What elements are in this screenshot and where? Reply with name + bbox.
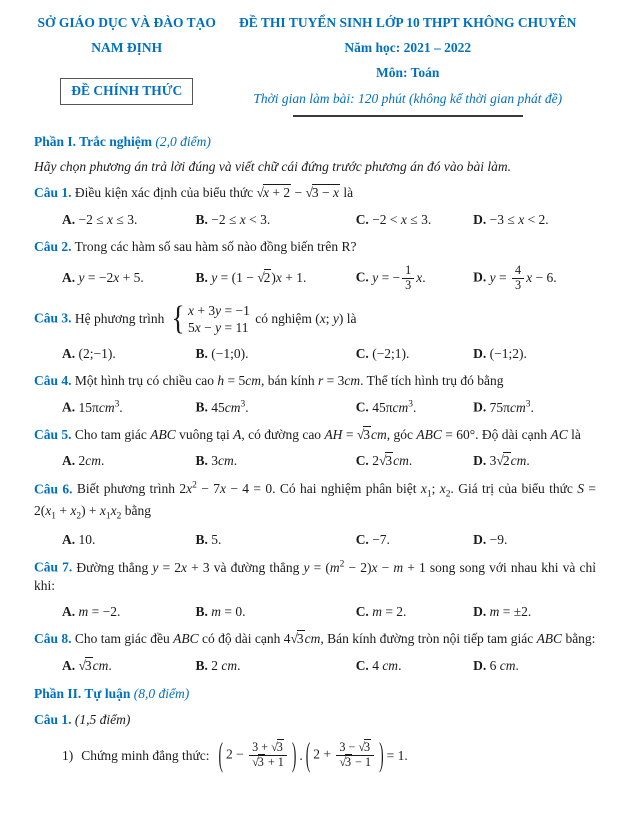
option-letter: B. bbox=[195, 270, 208, 286]
header-divider bbox=[293, 115, 523, 117]
question-7-option-d bbox=[473, 603, 596, 621]
question-8-option-b bbox=[196, 657, 356, 675]
option-value: (−1;2). bbox=[489, 346, 527, 361]
option-value: y = $\frac{4}{3}$ x − 6. bbox=[489, 262, 557, 292]
option-value: 2√3cm. bbox=[372, 453, 413, 469]
question-1-option-a bbox=[62, 211, 196, 229]
question-7-option-b bbox=[196, 603, 356, 621]
question-2-option-a bbox=[62, 269, 196, 287]
part2-question-1-label: Câu 1. bbox=[34, 712, 72, 727]
option-value: (2;−1). bbox=[78, 346, 116, 361]
question-2-option-b bbox=[196, 269, 356, 287]
option-letter: C. bbox=[355, 269, 369, 285]
option-value: −7. bbox=[372, 531, 390, 547]
option-value: (−2;1). bbox=[372, 346, 410, 361]
part2-question-1-item-1 bbox=[62, 731, 596, 780]
question-8-option-d bbox=[473, 657, 596, 675]
question-8 bbox=[34, 630, 596, 674]
option-letter: A. bbox=[62, 346, 76, 361]
question-3-text: Hệ phương trình { x + 3y = −1 5x − y = 11 có nghiệm (x; y) là bbox=[74, 300, 357, 337]
option-letter: D. bbox=[473, 604, 487, 620]
department-line2: NAM ĐỊNH bbox=[91, 40, 163, 56]
item-text: Chứng minh đẳng thức: bbox=[81, 747, 210, 763]
question-2-options bbox=[62, 264, 596, 293]
question-4 bbox=[34, 372, 596, 417]
option-value: −9. bbox=[489, 531, 508, 547]
option-value: 3cm. bbox=[211, 453, 238, 469]
part1-points: (2,0 điểm) bbox=[155, 133, 211, 149]
part2-question-1-points: (1,5 điểm) bbox=[74, 712, 131, 727]
official-exam-box bbox=[60, 78, 193, 104]
item-number: 1) bbox=[62, 747, 74, 763]
question-4-option-d bbox=[473, 398, 596, 417]
question-6 bbox=[34, 480, 596, 550]
question-3-option-d bbox=[473, 345, 596, 363]
part2-question-1-head bbox=[34, 711, 596, 729]
part1-heading bbox=[34, 133, 596, 151]
question-1-options bbox=[62, 211, 596, 229]
part1-instruction: Hãy chọn phương án trả lời đúng và viết chữ cái đứng trước phương án đó vào bài làm. bbox=[34, 159, 511, 175]
question-6-label: Câu 6. bbox=[34, 481, 73, 497]
option-letter: C. bbox=[355, 399, 369, 415]
question-1 bbox=[34, 184, 596, 228]
option-letter: A. bbox=[62, 211, 76, 227]
option-value: m = 2. bbox=[372, 604, 407, 620]
question-6-option-d bbox=[473, 531, 596, 549]
question-7-label: Câu 7. bbox=[34, 559, 73, 575]
question-4-option-a bbox=[62, 398, 196, 417]
duration: Thời gian làm bài: 120 phút (không kể thời gian phát đề) bbox=[253, 90, 563, 106]
question-1-option-c bbox=[356, 211, 473, 229]
question-7-text: Đường thẳng y = 2x + 3 và đường thẳng $y = (m^2 - 2)x - m + 1$ song song với nhau khi và chỉ khi: bbox=[34, 559, 597, 593]
option-letter: C. bbox=[355, 346, 369, 361]
part2-title: Phần II. Tự luận bbox=[34, 685, 131, 701]
question-4-options bbox=[62, 398, 596, 417]
question-2-label: Câu 2. bbox=[34, 238, 72, 254]
question-6-option-b bbox=[196, 531, 356, 549]
question-7-option-a bbox=[62, 603, 196, 621]
question-7-options bbox=[62, 603, 596, 621]
item-math-identity: ( 2 − $\frac{3 + √3}{√3 + 1}$ ) . ( 2 + $\frac{3 - √3}{√3 - 1}$ ) = 1. bbox=[218, 734, 408, 773]
question-4-label: Câu 4. bbox=[34, 373, 72, 389]
question-6-option-a bbox=[62, 531, 196, 549]
part1-title: Phần I. Trắc nghiệm bbox=[34, 133, 153, 149]
option-value: 2 cm. bbox=[211, 657, 241, 673]
option-value: 45πcm$^3$. bbox=[372, 399, 417, 415]
exam-title: ĐỀ THI TUYỂN SINH LỚP 10 THPT KHÔNG CHUYÊN bbox=[239, 15, 577, 30]
subject: Môn: Toán bbox=[376, 65, 440, 81]
question-1-option-d bbox=[473, 211, 596, 229]
header-left-block bbox=[34, 14, 219, 105]
question-4-option-b bbox=[196, 398, 356, 417]
option-letter: B. bbox=[195, 453, 208, 469]
exam-body bbox=[34, 133, 596, 780]
option-letter: A. bbox=[62, 531, 76, 547]
question-5-option-c bbox=[356, 452, 473, 470]
option-letter: C. bbox=[355, 657, 369, 673]
question-3-label: Câu 3. bbox=[34, 310, 72, 326]
option-letter: A. bbox=[62, 399, 76, 415]
question-5-options bbox=[62, 452, 596, 470]
option-letter: B. bbox=[195, 531, 208, 547]
question-8-option-a bbox=[62, 657, 196, 675]
question-8-option-c bbox=[356, 657, 473, 675]
option-letter: A. bbox=[62, 604, 76, 620]
option-value: −2 ≤ x < 3. bbox=[211, 211, 271, 227]
part2-heading bbox=[34, 685, 596, 703]
option-letter: C. bbox=[355, 604, 369, 620]
question-5 bbox=[34, 426, 596, 470]
exam-header bbox=[34, 14, 596, 117]
option-value: 3√2cm. bbox=[489, 453, 530, 469]
option-value: 4 cm. bbox=[372, 657, 402, 673]
option-letter: B. bbox=[195, 657, 208, 673]
option-value: −2 ≤ x ≤ 3. bbox=[78, 211, 138, 227]
option-letter: D. bbox=[473, 211, 487, 227]
option-value: 15πcm$^3$. bbox=[78, 399, 123, 415]
option-value: (−1;0). bbox=[211, 346, 249, 361]
option-value: −3 ≤ x < 2. bbox=[489, 211, 549, 227]
option-value: √3cm. bbox=[78, 657, 112, 673]
official-exam-label: ĐỀ CHÍNH THỨC bbox=[71, 83, 183, 99]
header-right-block bbox=[219, 14, 596, 117]
option-letter: B. bbox=[195, 604, 208, 620]
option-letter: B. bbox=[195, 211, 208, 227]
option-value: 75πcm$^3$. bbox=[489, 399, 534, 415]
option-letter: D. bbox=[473, 657, 487, 673]
option-letter: A. bbox=[62, 270, 76, 286]
option-value: y = (1 − √2)x + 1. bbox=[211, 270, 307, 286]
question-1-option-b bbox=[196, 211, 356, 229]
question-1-label: Câu 1. bbox=[34, 185, 72, 201]
question-8-options bbox=[62, 657, 596, 675]
question-5-option-d bbox=[473, 452, 596, 470]
question-7-option-c bbox=[356, 603, 473, 621]
option-letter: B. bbox=[195, 346, 208, 361]
option-letter: D. bbox=[473, 269, 487, 285]
option-letter: D. bbox=[473, 453, 487, 469]
question-8-text: Cho tam giác đều ABC có độ dài cạnh 4√3cm, Bán kính đường tròn nội tiếp tam giác ABC bằng: bbox=[74, 631, 596, 647]
question-5-text: Cho tam giác ABC vuông tại A, có đường cao AH = √3cm, góc ABC = 60°. Độ dài cạnh AC là bbox=[74, 427, 581, 443]
question-3-option-c bbox=[356, 345, 473, 363]
option-letter: A. bbox=[62, 453, 76, 469]
part2-points: (8,0 điểm) bbox=[133, 685, 190, 701]
question-5-label: Câu 5. bbox=[34, 427, 72, 443]
question-3-option-a bbox=[62, 345, 196, 363]
option-value: m = ±2. bbox=[489, 604, 532, 620]
question-1-text: Điều kiện xác định của biểu thức √x + 2 − √3 − x là bbox=[74, 185, 354, 201]
option-value: 10. bbox=[78, 531, 96, 547]
option-value: y = −2x + 5. bbox=[78, 270, 144, 286]
question-6-options bbox=[62, 531, 596, 549]
question-4-text: Một hình trụ có chiều cao h = 5cm, bán kính r = 3cm. Thể tích hình trụ đó bằng bbox=[74, 373, 504, 389]
question-7 bbox=[34, 558, 596, 621]
option-value: $45cm^3$. bbox=[211, 399, 249, 415]
question-2-option-d bbox=[473, 264, 596, 293]
question-2-option-c bbox=[356, 264, 473, 293]
question-3-options bbox=[62, 345, 596, 363]
question-5-option-a bbox=[62, 452, 196, 470]
option-value: m = −2. bbox=[78, 604, 121, 620]
question-6-text: Biết phương trình $2x^2 - 7x - 4 = 0$. Có hai nghiệm phân biệt $x_1$; $x_2$. Giá trị của biểu thức $S = 2(x_1 + x_2) + x_1x_2$ bằng bbox=[34, 480, 597, 522]
question-3-option-b bbox=[196, 345, 356, 363]
option-letter: D. bbox=[473, 399, 487, 415]
option-value: 2cm. bbox=[78, 453, 105, 469]
option-value: 5. bbox=[211, 531, 222, 547]
option-letter: D. bbox=[473, 346, 487, 361]
school-year: Năm học: 2021 – 2022 bbox=[344, 40, 472, 56]
question-3 bbox=[34, 302, 596, 363]
question-5-option-b bbox=[196, 452, 356, 470]
option-value: m = 0. bbox=[211, 604, 246, 620]
option-letter: A. bbox=[62, 657, 76, 673]
option-letter: B. bbox=[195, 399, 208, 415]
option-letter: D. bbox=[473, 531, 487, 547]
question-8-label: Câu 8. bbox=[34, 631, 72, 647]
option-letter: C. bbox=[355, 453, 369, 469]
option-letter: C. bbox=[355, 531, 369, 547]
department-line1: SỞ GIÁO DỤC VÀ ĐÀO TẠO bbox=[37, 15, 216, 30]
question-6-option-c bbox=[356, 531, 473, 549]
question-4-option-c bbox=[356, 398, 473, 417]
option-letter: C. bbox=[355, 211, 369, 227]
question-2 bbox=[34, 238, 596, 293]
option-value: 6 cm. bbox=[489, 657, 519, 673]
option-value: −2 < x ≤ 3. bbox=[372, 211, 432, 227]
option-value: y = − $\frac{1}{3}$ x. bbox=[372, 262, 426, 292]
question-2-text: Trong các hàm số sau hàm số nào đồng biến trên R? bbox=[74, 238, 357, 254]
